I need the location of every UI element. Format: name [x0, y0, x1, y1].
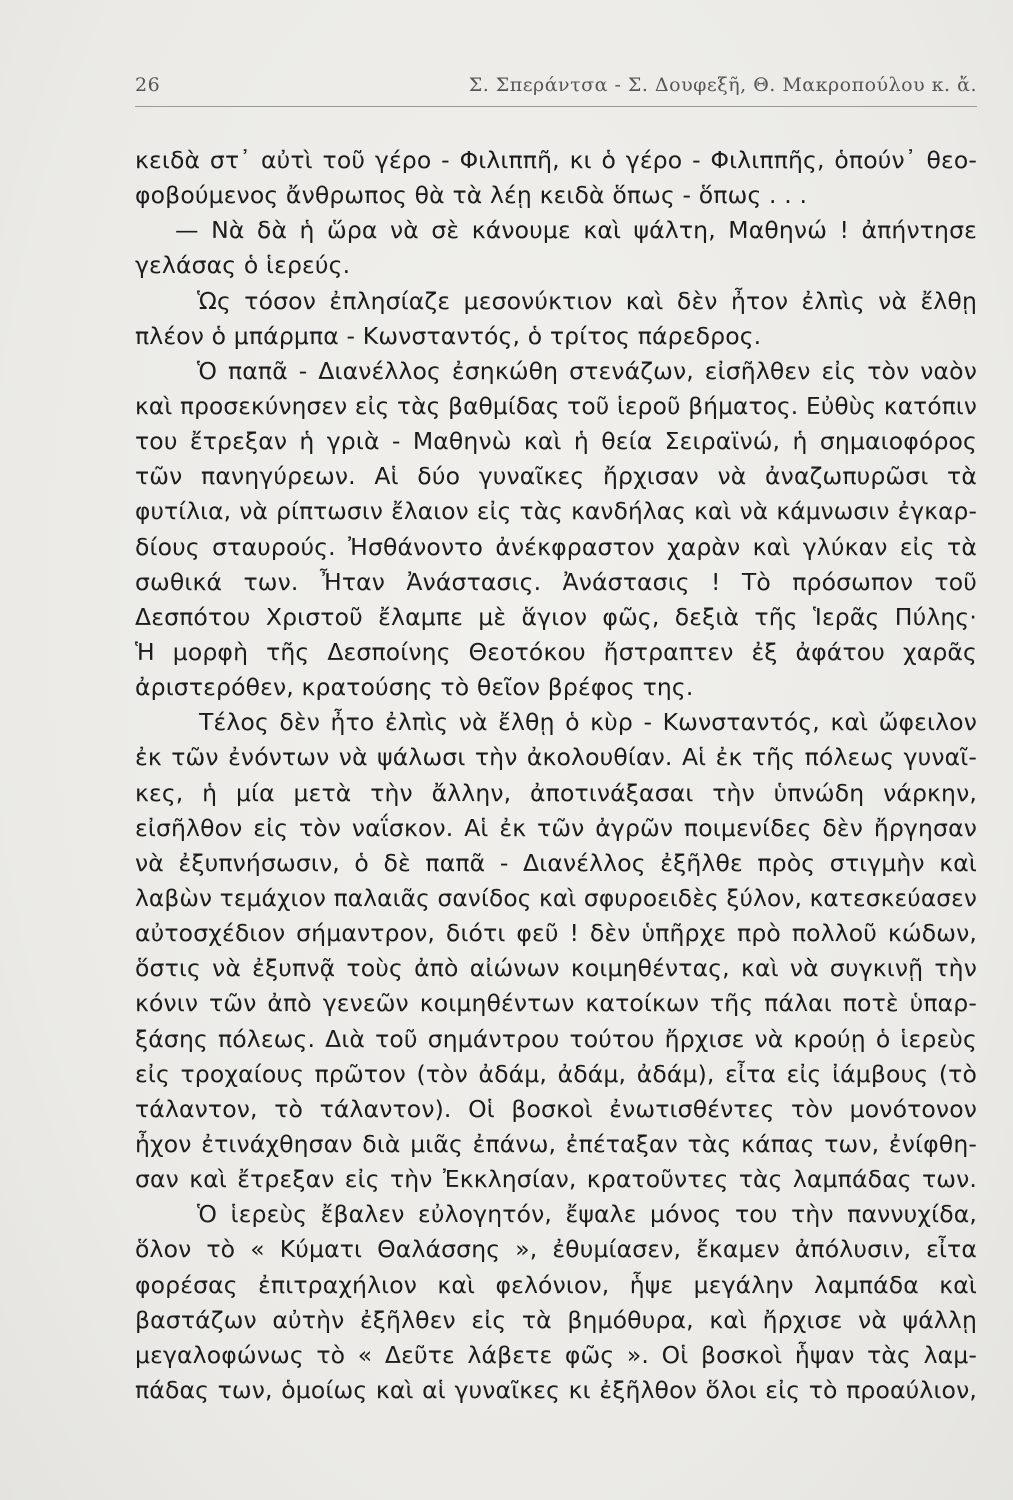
- text-line: Ὁ παπᾶ - Διανέλλος ἐσηκώθη στενάζων, εἰσῆλθεν εἰς τὸν ναὸν: [197, 356, 977, 385]
- header-rule: [135, 106, 977, 107]
- text-line: σαν καὶ ἔτρεξαν εἰς τὴν Ἐκκλησίαν, κρατοῦντες τὰς λαμπάδας των.: [135, 1165, 977, 1194]
- text-line: νὰ ἐξυπνήσωσιν, ὁ δὲ παπᾶ - Διανέλλος ἐξῆλθε πρὸς στιγμὴν καὶ: [135, 848, 977, 877]
- text-line: κες, ἡ μία μετὰ τὴν ἄλλην, ἀποτινάξασαι τὴν ὑπνώδη νάρκην,: [135, 778, 977, 807]
- text-line: ὅλον τὸ « Κύματι Θαλάσσης », ἐθυμίασεν, ἔκαμεν ἀπόλυσιν, εἶτα: [135, 1235, 977, 1264]
- text-line: φοβούμενος ἄνθρωπος θὰ τὰ λέῃ κειδὰ ὅπως - ὅπως . . .: [135, 181, 808, 210]
- text-line: ἐκ τῶν ἐνόντων νὰ ψάλωσι τὴν ἀκολουθίαν. Αἱ ἐκ τῆς πόλεως γυναῖ-: [135, 743, 977, 772]
- text-line: τάλαντον, τὸ τάλαντον). Οἱ βοσκοὶ ἐνωτισθέντες τὸν μονότονον: [135, 1094, 977, 1123]
- text-line: ξάσης πόλεως. Διὰ τοῦ σημάντρου τούτου ἤρχισε νὰ κρούῃ ὁ ἱερεὺς: [135, 1024, 977, 1053]
- text-line: φορέσας ἐπιτραχήλιον καὶ φελόνιον, ἧψε μεγάλην λαμπάδα καὶ: [135, 1270, 977, 1299]
- text-line: πλέον ὁ μπάρμπα - Κωνσταντός, ὁ τρίτος πάρεδρος.: [135, 321, 762, 350]
- text-line: καὶ προσεκύνησεν εἰς τὰς βαθμίδας τοῦ ἱεροῦ βήματος. Εὐθὺς κατόπιν: [135, 392, 977, 420]
- text-line: δίους σταυρούς. Ἠσθάνοντο ἀνέκφραστον χαρὰν καὶ γλύκαν εἰς τὰ: [135, 532, 977, 561]
- text-line: φυτίλια, νὰ ρίπτωσιν ἔλαιον εἰς τὰς κανδήλας καὶ νὰ κάμνωσιν ἐγκαρ-: [135, 498, 977, 526]
- page-header: [135, 72, 977, 104]
- body-text: [135, 143, 977, 1408]
- text-line: εἰς τροχαίους πρῶτον (τὸν ἀδάμ, ἀδάμ, ἀδάμ), εἶτα εἰς ἰάμβους (τὸ: [135, 1059, 977, 1088]
- text-line: τῶν πανηγύρεων. Αἱ δύο γυναῖκες ἤρχισαν νὰ ἀναζωπυρῶσι τὰ: [135, 462, 977, 491]
- text-line: λαβὼν τεμάχιον παλαιᾶς σανίδος καὶ σφυροειδὲς ξύλον, κατεσκεύασεν: [135, 884, 977, 912]
- text-line: Ὡς τόσον ἐπλησίαζε μεσονύκτιον καὶ δὲν ἦτον ἐλπὶς νὰ ἔλθῃ: [197, 286, 977, 315]
- page-number: 26: [135, 74, 161, 96]
- text-line: ὅστις νὰ ἐξυπνᾷ τοὺς ἀπὸ αἰώνων κοιμηθέντας, καὶ νὰ συγκινῇ τὴν: [135, 954, 977, 983]
- text-line: Ὁ ἱερεὺς ἔβαλεν εὐλογητόν, ἔψαλε μόνος του τὴν παννυχίδα,: [197, 1200, 977, 1229]
- running-title: Σ. Σπεράντσα - Σ. Δουφεξῆ, Θ. Μακροπούλου κ. ἄ.: [468, 74, 977, 96]
- text-line: ἦχον ἐτινάχθησαν διὰ μιᾶς ἐπάνω, ἐπέταξαν τὰς κάπας των, ἐνίφθη-: [135, 1129, 977, 1158]
- text-line: πάδας των, ὁμοίως καὶ αἱ γυναῖκες κι ἐξῆλθον ὅλοι εἰς τὸ προαύλιον,: [135, 1375, 977, 1404]
- text-line: Τέλος δὲν ἦτο ἐλπὶς νὰ ἔλθῃ ὁ κὺρ - Κωνσταντός, καὶ ὤφειλον: [199, 708, 977, 737]
- text-line: εἰσῆλθον εἰς τὸν ναΐσκον. Αἱ ἐκ τῶν ἀγρῶν ποιμενίδες δὲν ἤργησαν: [135, 813, 977, 842]
- text-line: Δεσπότου Χριστοῦ ἔλαμπε μὲ ἅγιον φῶς, δεξιὰ τῆς Ἱερᾶς Πύλης·: [135, 602, 977, 631]
- text-line: του ἔτρεξαν ἡ γριὰ - Μαθηνὼ καὶ ἡ θεία Σειραϊνώ, ἡ σημαιοφόρος: [135, 427, 977, 456]
- text-line: — Νὰ δὰ ἡ ὥρα νὰ σὲ κάνουμε καὶ ψάλτη, Μαθηνώ ! ἀπήντησε: [175, 216, 977, 245]
- text-line: γελάσας ὁ ἱερεύς.: [135, 251, 351, 280]
- text-line: κειδὰ στ᾽ αὐτὶ τοῦ γέρο - Φιλιππῆ, κι ὁ γέρο - Φιλιππῆς, ὁπούν᾽ θεο-: [135, 146, 977, 174]
- text-line: κόνιν τῶν ἀπὸ γενεῶν κοιμηθέντων κατοίκων τῆς πάλαι ποτὲ ὑπαρ-: [135, 989, 977, 1018]
- text-line: μεγαλοφώνως τὸ « Δεῦτε λάβετε φῶς ». Οἱ βοσκοὶ ἧψαν τὰς λαμ-: [135, 1340, 977, 1369]
- text-line: βαστάζων αὐτὴν ἐξῆλθεν εἰς τὰ βημόθυρα, καὶ ἤρχισε νὰ ψάλλῃ: [135, 1305, 977, 1334]
- text-line: Ἡ μορφὴ τῆς Δεσποίνης Θεοτόκου ἤστραπτεν ἐξ ἀφάτου χαρᾶς: [135, 637, 977, 666]
- text-line: αὐτοσχέδιον σήμαντρον, διότι φεῦ ! δὲν ὑπῆρχε πρὸ πολλοῦ κώδων,: [135, 919, 977, 948]
- text-line: ἀριστερόθεν, κρατούσης τὸ θεῖον βρέφος της.: [135, 673, 694, 702]
- text-line: σωθικά των. Ἦταν Ἀνάστασις. Ἀνάστασις ! Τὸ πρόσωπον τοῦ: [135, 567, 977, 596]
